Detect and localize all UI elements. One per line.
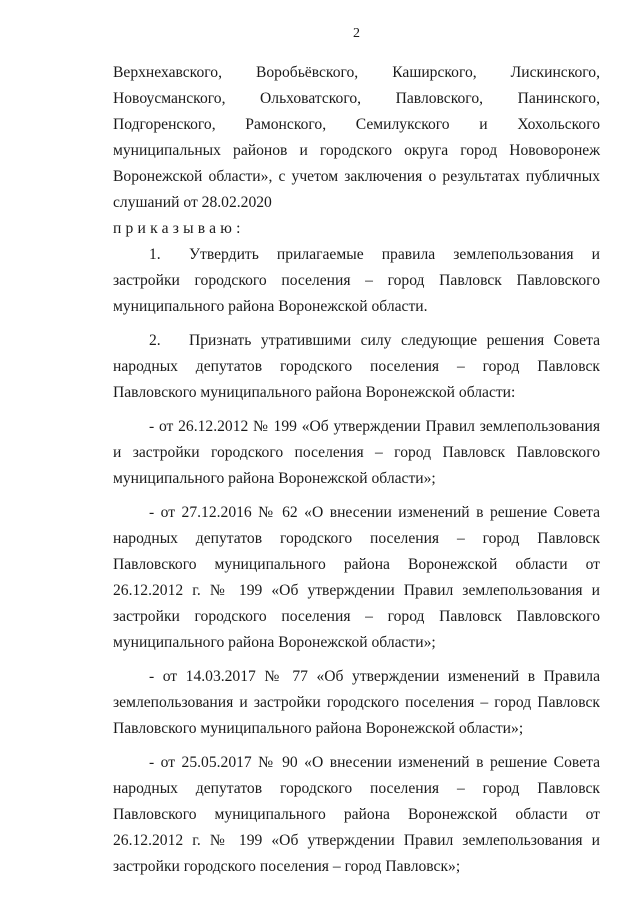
subitem-1: - от 26.12.2012 № 199 «Об утверждении Правил землепользования и застройки городского поселения – город Павловск Павловского муниципального района Воронежской области»; [113, 418, 600, 487]
item-1 [113, 242, 600, 320]
subitem-2: - от 27.12.2016 № 62 «О внесении изменений в решение Совета народных депутатов городского поселения – город Павловск Павловского муниципального района Воронежской области от 26.12.2012 г. № 199 «Об утверждении Правил землепользования и застройки городского поселения – город Павловск Павловского муниципального района Воронежской области»; [113, 504, 600, 651]
item-2-number: 2. [149, 332, 161, 349]
item-2-text: Признать утратившими силу следующие решения Совета народных депутатов городского поселения – город Павловск Павловского муниципального района Воронежской области: [113, 332, 600, 401]
item-2 [113, 328, 600, 406]
subitem-3: - от 14.03.2017 № 77 «Об утверждении изменений в Правила землепользования и застройки городского поселения – город Павловск Павловского муниципального района Воронежской области»; [113, 668, 600, 737]
intro-paragraph: Верхнехавского, Воробьёвского, Каширского, Лискинского, Новоусманского, Ольховатского, Павловского, Панинского, Подгоренского, Рамонского, Семилукского и Хохольского муниципальных районов и городского округа город Нововоронеж Воронежской области», с учетом заключения о результатах публичных слушаний от 28.02.2020 [113, 64, 600, 211]
subitem-4: - от 25.05.2017 № 90 «О внесении изменений в решение Совета народных депутатов городского поселения – город Павловск Павловского муниципального района Воронежской области от 26.12.2012 г. № 199 «Об утверждении Правил землепользования и застройки городского поселения – город Павловск»; [113, 754, 600, 875]
order-word: приказываю: [113, 220, 245, 237]
page-number: 2 [353, 26, 360, 41]
item-1-text: Утвердить прилагаемые правила землепользования и застройки городского поселения – город Павловск Павловского муниципального района Воронежской области. [113, 246, 600, 315]
item-1-number: 1. [149, 246, 161, 263]
